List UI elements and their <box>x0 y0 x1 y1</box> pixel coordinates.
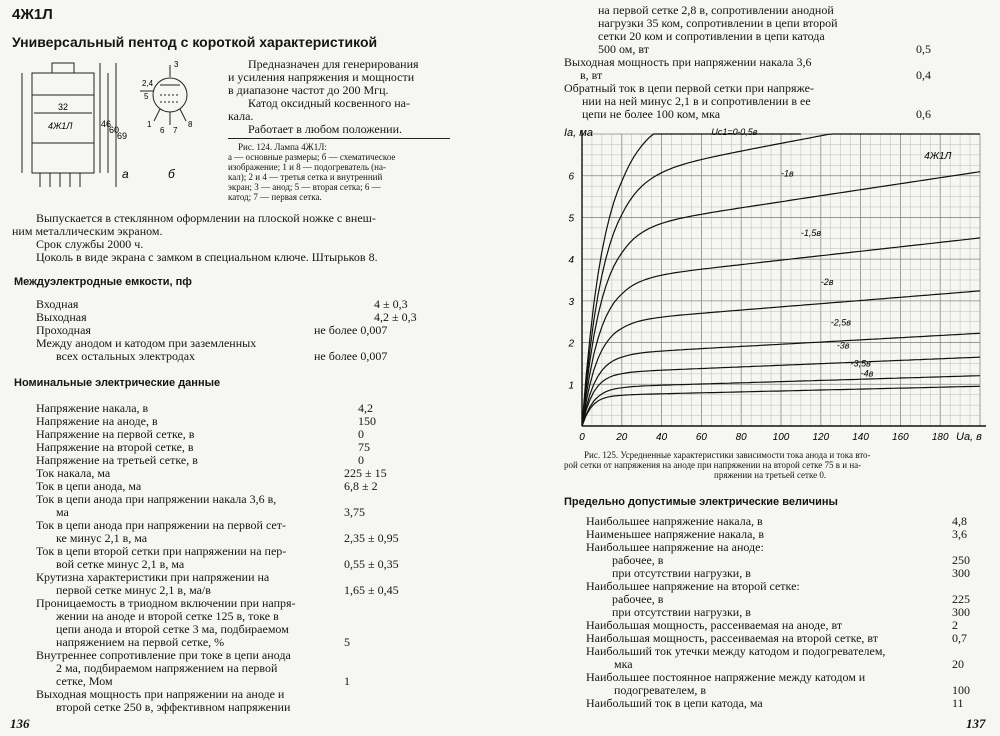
pin-label: 8 <box>188 120 193 129</box>
item-value: 0 <box>358 427 364 441</box>
item-label: Напряжение на аноде, в <box>36 414 158 428</box>
item-label: Выходная мощность при напряжении на аноде и <box>36 687 285 701</box>
x-tick-label: 180 <box>931 432 949 443</box>
item-label: цепи анода и второй сетке 3 ма, подбираемом <box>56 622 289 636</box>
caption-line: пряжении на третьей сетке 0. <box>714 470 827 480</box>
list-item: Проходная не более 0,007 <box>36 323 388 337</box>
item-label: 500 ом, вт <box>598 42 649 56</box>
y-tick-label: 3 <box>568 296 574 308</box>
tube-figure <box>10 55 220 205</box>
intro-line: Работает в любом положении. <box>248 122 403 136</box>
pin-label: 6 <box>160 126 165 135</box>
item-value: 20 <box>952 657 964 671</box>
item-label: 2 ма, подбираемом напряжением на первой <box>56 661 278 675</box>
intro-line: в диапазоне частот до 200 Мгц. <box>228 83 389 97</box>
caption-line: экран; 3 — анод; 5 — вторая сетка; 6 — <box>228 182 381 192</box>
intro-line: Катод оксидный косвенного на- <box>248 96 410 110</box>
item-value: 2 <box>952 618 958 632</box>
figure-label-b: б <box>168 167 175 181</box>
item-value: 2,35 ± 0,95 <box>344 531 399 545</box>
left-page <box>0 0 490 736</box>
page-number: 136 <box>10 716 30 731</box>
item-label: при отсутствии нагрузки, в <box>612 566 751 580</box>
item-label: жении на аноде и второй сетке 125 в, токе в <box>56 609 279 623</box>
body-text <box>12 212 378 264</box>
body-line: Срок службы 2000 ч. <box>36 237 144 251</box>
list-item <box>0 493 490 506</box>
item-label: в, вт <box>580 68 603 82</box>
item-label: второй сетке 250 в, эффективном напряжении <box>56 700 291 714</box>
item-value: 4,8 <box>952 514 967 528</box>
pin-label: 3 <box>174 60 179 69</box>
series-label: -0,5в <box>737 127 758 138</box>
item-label: рабочее, в <box>612 592 664 606</box>
x-tick-label: 60 <box>695 432 707 443</box>
capacitance-heading: Междуэлектродные емкости, пф <box>14 276 192 288</box>
item-label: Напряжение на третьей сетке, в <box>36 453 198 467</box>
list-item <box>500 108 1000 121</box>
x-tick-label: 80 <box>735 432 747 443</box>
figure-label-a: а <box>122 167 129 181</box>
series-label: Uс1=0 <box>711 127 738 138</box>
item-label: рабочее, в <box>612 553 664 567</box>
list-item: Между анодом и катодом при заземленных <box>36 336 257 350</box>
x-tick-label: 120 <box>812 432 830 443</box>
item-label: сетки 20 ком и сопротивлении в цепи катода <box>598 29 825 43</box>
series-label: -3,5в <box>850 358 871 369</box>
page-number: 137 <box>966 716 986 731</box>
item-label: Напряжение накала, в <box>36 401 149 415</box>
caption-line: а — основные размеры; б — схематическое <box>228 152 396 162</box>
pin-label: 1 <box>147 120 152 129</box>
item-value: 0,4 <box>916 68 931 82</box>
item-label: Ток в цепи анода при напряжении накала 3,6 в, <box>36 492 277 506</box>
chart-annotation: 4Ж1Л <box>924 151 952 163</box>
item-label: Крутизна характеристики при напряжении на <box>36 570 270 584</box>
list-item <box>0 701 490 714</box>
intro-line: кала. <box>228 109 254 123</box>
x-tick-label: 40 <box>656 432 668 443</box>
item-label: Ток в цепи анода, ма <box>36 479 142 493</box>
item-value: 0 <box>358 453 364 467</box>
pin-label: 2,4 <box>142 79 154 88</box>
item-label: цепи не более 100 ком, мка <box>582 107 721 121</box>
item-value: 250 <box>952 553 970 567</box>
item-label: сетке, Мом <box>56 674 113 688</box>
limits-list <box>560 515 990 711</box>
item-label: Наибольший ток в цепи катода, ма <box>586 696 763 710</box>
tube-body-label: 4Ж1Л <box>48 121 73 131</box>
item-label: ма <box>56 505 69 519</box>
caption-line: Рис. 125. Усредненные характеристики зависимости тока анода и тока вто- <box>584 450 871 460</box>
item-value: 5 <box>344 635 350 649</box>
right-page <box>500 0 1000 736</box>
anode-characteristics-chart <box>562 126 992 448</box>
item-value: 0,6 <box>916 107 931 121</box>
capacitance-list <box>0 298 490 368</box>
page-header: 4Ж1Л <box>12 6 53 23</box>
item-label: Наибольшее напряжение накала, в <box>586 514 763 528</box>
item-label: подогревателем, в <box>614 683 707 697</box>
series-label: -4в <box>860 368 874 379</box>
item-label: первой сетке минус 2,1 в, ма/в <box>56 583 211 597</box>
list-item <box>560 697 990 710</box>
nominal-heading: Номинальные электрические данные <box>14 377 221 389</box>
series-label: -2в <box>820 276 834 287</box>
y-tick-label: 5 <box>568 213 574 225</box>
x-axis-label: Uа, в <box>956 431 982 443</box>
item-value: 300 <box>952 605 970 619</box>
body-line: Выпускается в стеклянном оформлении на плоской ножке с внеш- <box>36 211 376 225</box>
series-label: -1в <box>781 168 794 179</box>
item-value: 150 <box>358 414 376 428</box>
x-tick-label: 140 <box>852 432 869 443</box>
dim-label: 69 <box>117 131 128 141</box>
caption-line: катод; 7 — первая сетка. <box>228 192 322 202</box>
x-tick-label: 100 <box>772 432 790 443</box>
item-label: Ток в цепи второй сетки при напряжении на пер- <box>36 544 287 558</box>
intro-line: и усиления напряжения и мощности <box>228 70 415 84</box>
y-tick-label: 2 <box>568 338 574 350</box>
item-value: 4,2 <box>358 401 373 415</box>
pin-label: 5 <box>144 92 149 101</box>
figure-caption <box>228 142 395 202</box>
caption-divider <box>228 138 450 139</box>
caption-line: кал); 2 и 4 — третья сетка и внутренний <box>228 172 383 182</box>
item-value: 11 <box>952 696 964 710</box>
x-tick-label: 20 <box>616 432 628 443</box>
item-value: 1 <box>344 674 350 688</box>
item-value: 3,75 <box>344 505 365 519</box>
continued-list <box>500 4 1000 122</box>
nominal-list <box>0 402 490 714</box>
pin-label: 7 <box>173 126 178 135</box>
chart-caption <box>564 450 871 480</box>
list-item: всех остальных электродах не более 0,007 <box>56 349 388 363</box>
item-label: Ток накала, ма <box>36 466 111 480</box>
x-tick-label: 0 <box>579 432 585 443</box>
item-value: 225 <box>952 592 970 606</box>
intro-line: Предназначен для генерирования <box>248 57 419 71</box>
item-value: 100 <box>952 683 970 697</box>
caption-line: рой сетки от напряжения на аноде при напряжении на второй сетке 75 в и на- <box>564 460 862 470</box>
item-label: Проницаемость в триодном включении при напря- <box>36 596 296 610</box>
y-tick-label: 1 <box>568 380 574 392</box>
limits-heading: Предельно допустимые электрические величины <box>564 496 838 508</box>
item-value: 0,55 ± 0,35 <box>344 557 399 571</box>
item-value: 6,8 ± 2 <box>344 479 378 493</box>
y-tick-label: 6 <box>568 171 574 183</box>
item-label: Наименьшее напряжение накала, в <box>586 527 765 541</box>
dim-label: 46 <box>101 119 112 129</box>
item-label: напряжением на первой сетке, % <box>56 635 225 649</box>
y-tick-label: 4 <box>568 255 574 267</box>
item-value: 0,7 <box>952 631 967 645</box>
tube-cap <box>52 63 74 73</box>
item-label: нии на ней минус 2,1 в и сопротивлении в ее <box>582 94 811 108</box>
body-line: ним металлическим экраном. <box>12 224 163 238</box>
item-label: Ток в цепи анода при напряжении на первой сет- <box>36 518 286 532</box>
item-label: Выходная мощность при напряжении накала 3,6 <box>564 55 812 69</box>
item-value: 1,65 ± 0,45 <box>344 583 399 597</box>
item-label: Наибольшее напряжение на второй сетке: <box>586 579 800 593</box>
item-label: мка <box>614 657 633 671</box>
list-item: Входная 4 ± 0,3 <box>36 297 408 311</box>
section-title: Универсальный пентод с короткой характеристикой <box>12 34 378 50</box>
item-value: 0,5 <box>916 42 931 56</box>
item-value: 3,6 <box>952 527 967 541</box>
item-label: ке минус 2,1 в, ма <box>56 531 148 545</box>
x-tick-label: 160 <box>892 432 909 443</box>
item-label: Обратный ток в цепи первой сетки при напряже- <box>564 81 814 95</box>
item-label: Напряжение на второй сетке, в <box>36 440 194 454</box>
body-line: Цоколь в виде экрана с замком в специальном ключе. Штырьков 8. <box>36 250 378 264</box>
caption-line: Рис. 124. Лампа 4Ж1Л: <box>238 142 327 152</box>
series-label: -1,5в <box>800 228 822 239</box>
caption-line: изображение; 1 и 8 — подогреватель (на- <box>228 162 386 172</box>
item-label: Напряжение на первой сетке, в <box>36 427 195 441</box>
list-item: Выходная 4,2 ± 0,3 <box>36 310 417 324</box>
item-label: на первой сетке 2,8 в, сопротивлении анодной <box>598 3 834 17</box>
series-label: -2,5в <box>830 317 851 328</box>
dim-label: 32 <box>58 102 69 112</box>
item-value: 225 ± 15 <box>344 466 387 480</box>
item-label: Наибольшая мощность, рассеиваемая на аноде, вт <box>586 618 843 632</box>
item-label: при отсутствии нагрузки, в <box>612 605 751 619</box>
item-label: Наибольшая мощность, рассеиваемая на второй сетке, вт <box>586 631 879 645</box>
series-label: -3в <box>836 340 850 351</box>
y-axis-label: Iа, ма <box>564 127 593 139</box>
item-label: Наибольшее напряжение на аноде: <box>586 540 764 554</box>
item-label: Наибольшее постоянное напряжение между катодом и <box>586 670 866 684</box>
intro-text <box>228 58 419 136</box>
dim-label: 60 <box>109 125 120 135</box>
item-label: Внутреннее сопротивление при токе в цепи анода <box>36 648 291 662</box>
item-value: 300 <box>952 566 970 580</box>
item-label: нагрузки 35 ком, сопротивлении в цепи второй <box>598 16 838 30</box>
item-value: 75 <box>358 440 370 454</box>
item-label: Наибольший ток утечки между катодом и подогревателем, <box>586 644 886 658</box>
item-label: вой сетке минус 2,1 в, ма <box>56 557 185 571</box>
